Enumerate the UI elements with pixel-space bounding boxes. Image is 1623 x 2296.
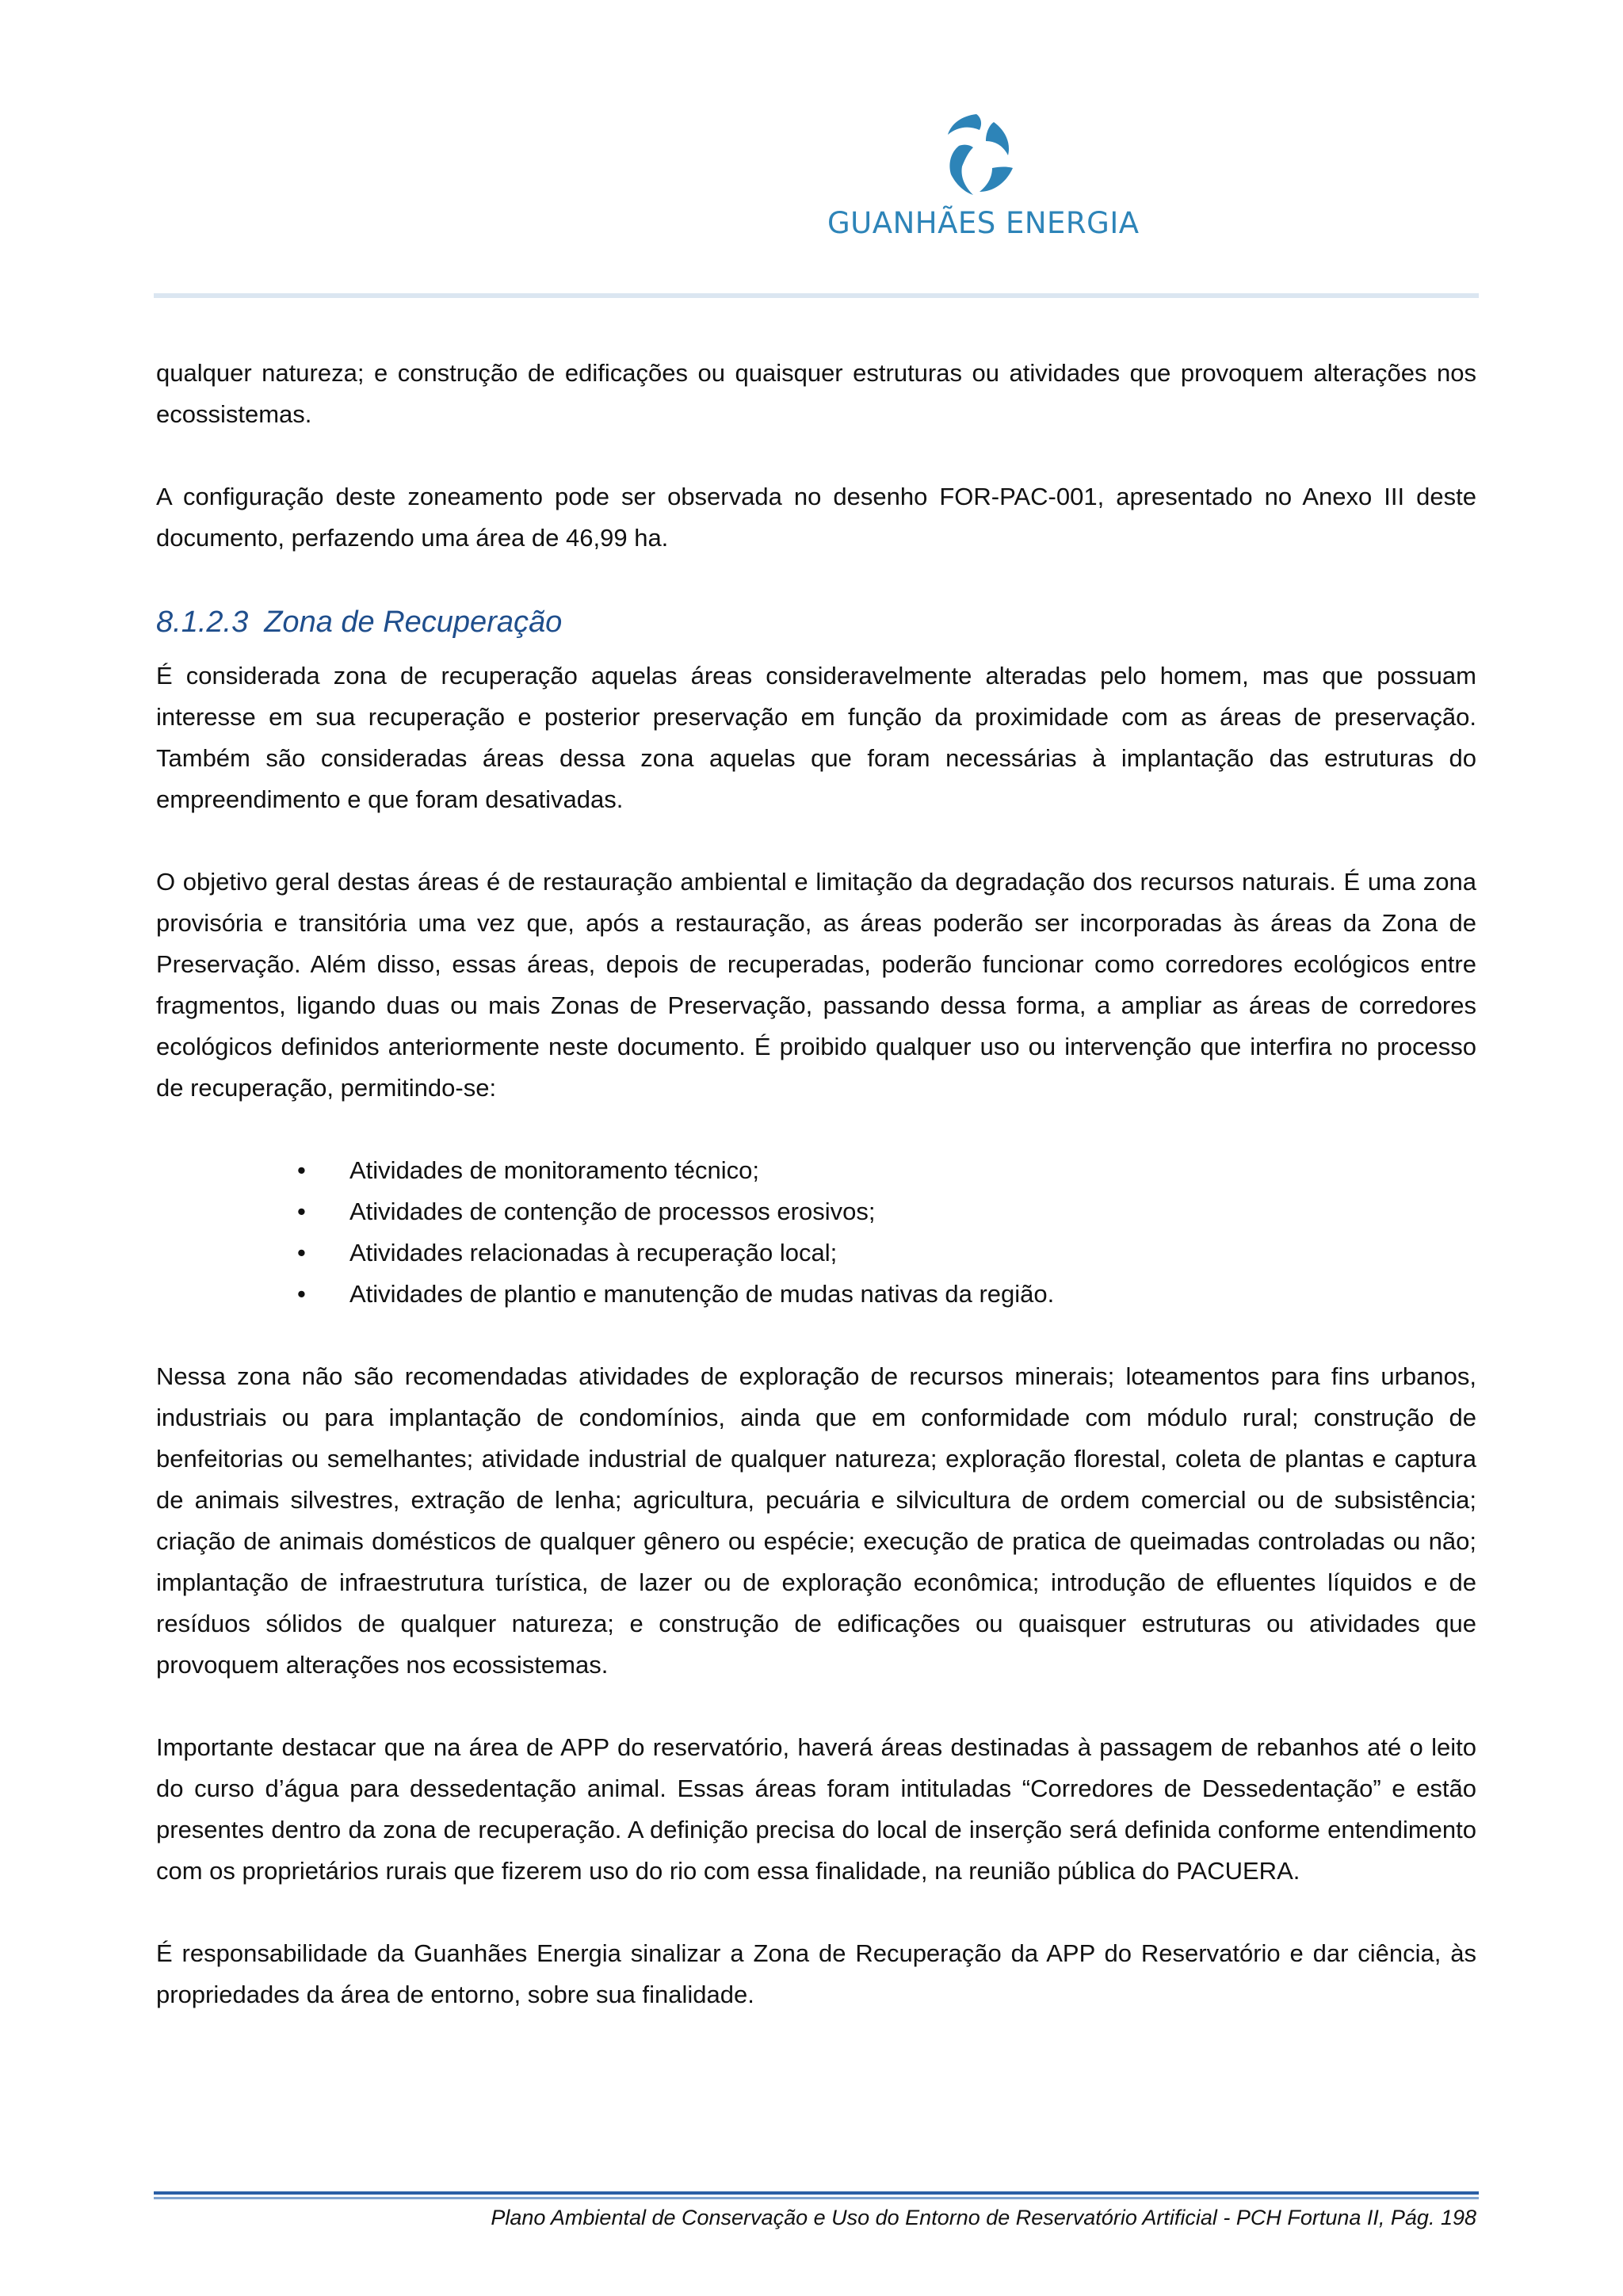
bullet-icon: • bbox=[297, 1280, 306, 1308]
list-item bbox=[156, 1274, 1476, 1315]
section-title: Zona de Recuperação bbox=[264, 606, 563, 639]
paragraph: É considerada zona de recuperação aquelas áreas consideravelmente alteradas pelo homem, mas que possuam interesse em sua recuperação e posterior preservação em função da proximidade com as áreas de preservação. Também são consideradas áreas dessa zona aquelas que foram necessárias à implantação das estruturas do empreendimento e que foram desativadas. bbox=[156, 662, 1476, 813]
list-item-text: Atividades relacionadas à recuperação local; bbox=[349, 1239, 838, 1266]
section-number: 8.1.2.3 bbox=[156, 606, 249, 639]
bullet-icon: • bbox=[297, 1198, 306, 1225]
document-body bbox=[156, 353, 1476, 2057]
footer-caption: Plano Ambiental de Conservação e Uso do Entorno de Reservatório Artificial - PCH Fortuna II, Pág. 198 bbox=[491, 2206, 1476, 2229]
footer-divider bbox=[154, 2191, 1479, 2195]
logo-swirl-icon bbox=[927, 109, 1030, 204]
bullet-list bbox=[156, 1150, 1476, 1315]
paragraph: qualquer natureza; e construção de edificações ou quaisquer estruturas ou atividades que provoquem alterações nos ecossistemas. bbox=[156, 359, 1476, 428]
list-item bbox=[156, 1150, 1476, 1191]
bullet-icon: • bbox=[297, 1239, 306, 1266]
list-item-text: Atividades de plantio e manutenção de mudas nativas da região. bbox=[349, 1280, 1055, 1308]
section-heading bbox=[156, 600, 1476, 644]
list-item-text: Atividades de monitoramento técnico; bbox=[349, 1156, 759, 1184]
logo-text: GUANHÃES ENERGIA bbox=[827, 206, 1140, 240]
paragraph: Nessa zona não são recomendadas atividades de exploração de recursos minerais; loteamentos para fins urbanos, industriais ou para implantação de condomínios, ainda que em conformidade com módulo rural; construção de benfeitorias ou semelhantes; atividade industrial de qualquer natureza; exploração florestal, coleta de plantas e captura de animais silvestres, extração de lenha; agricultura, pecuária e silvicultura de ordem comercial ou de subsistência; criação de animais domésticos de qualquer gênero ou espécie; execução de pratica de queimadas controladas ou não; implantação de infraestrutura turística, de lazer ou de exploração econômica; introdução de efluentes líquidos e de resíduos sólidos de qualquer natureza; e construção de edificações ou quaisquer estruturas ou atividades que provoquem alterações nos ecossistemas. bbox=[156, 1362, 1476, 1679]
list-item-text: Atividades de contenção de processos erosivos; bbox=[349, 1198, 876, 1225]
paragraph: O objetivo geral destas áreas é de restauração ambiental e limitação da degradação dos recursos naturais. É uma zona provisória e transitória uma vez que, após a restauração, as áreas poderão ser incorporadas às áreas da Zona de Preservação. Além disso, essas áreas, depois de recuperadas, poderão funcionar como corredores ecológicos entre fragmentos, ligando duas ou mais Zonas de Preservação, passando dessa forma, a ampliar as áreas de corredores ecológicos definidos anteriormente neste documento. É proibido qualquer uso ou intervenção que interfira no processo de recuperação, permitindo-se: bbox=[156, 868, 1476, 1102]
footer-divider-secondary bbox=[154, 2197, 1479, 2199]
paragraph: É responsabilidade da Guanhães Energia sinalizar a Zona de Recuperação da APP do Reservatório e dar ciência, às propriedades da área de entorno, sobre sua finalidade. bbox=[156, 1939, 1476, 2008]
list-item bbox=[156, 1232, 1476, 1274]
company-logo bbox=[824, 109, 1140, 252]
header-divider bbox=[154, 293, 1479, 298]
bullet-icon: • bbox=[297, 1156, 306, 1184]
list-item bbox=[156, 1191, 1476, 1232]
paragraph: A configuração deste zoneamento pode ser observada no desenho FOR-PAC-001, apresentado no Anexo III deste documento, perfazendo uma área de 46,99 ha. bbox=[156, 483, 1476, 552]
paragraph: Importante destacar que na área de APP do reservatório, haverá áreas destinadas à passagem de rebanhos até o leito do curso d’água para dessedentação animal. Essas áreas foram intituladas “Corredores de Dessedentação” e estão presentes dentro da zona de recuperação. A definição precisa do local de inserção será definida conforme entendimento com os proprietários rurais que fizerem uso do rio com essa finalidade, na reunião pública do PACUERA. bbox=[156, 1733, 1476, 1885]
